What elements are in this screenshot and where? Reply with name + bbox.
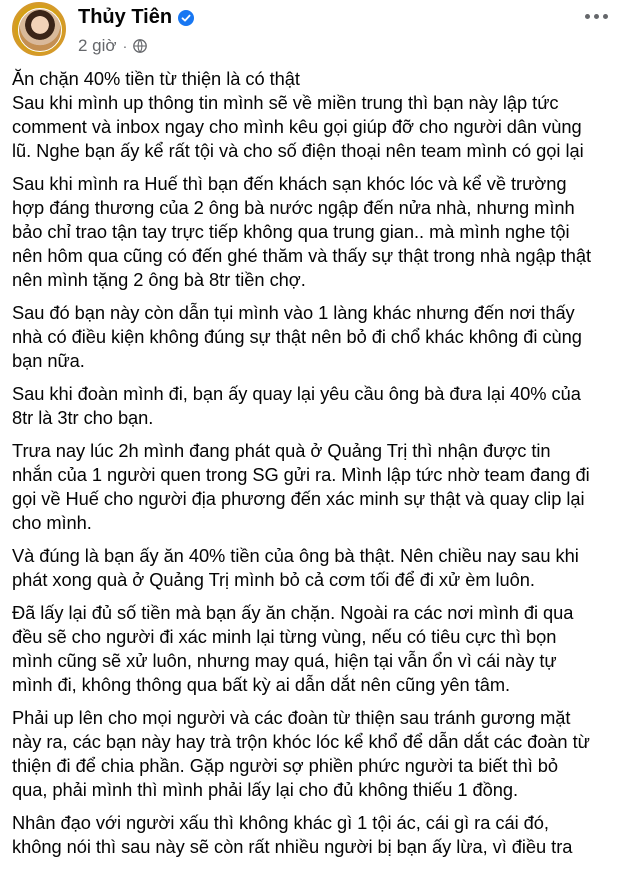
post-text-line: nên hôm qua cũng có đến ghé thăm và thấy sự thật trong nhà ngập thật — [12, 245, 592, 266]
post-text-line: thiện đi để chia phần. Gặp người sợ phiền phức người ta biết thì bỏ — [12, 755, 558, 776]
post-paragraph — [12, 67, 612, 163]
post-text-line: qua, phải mình thì mình phải lấy lại cho đủ không thiếu 1 đồng. — [12, 779, 519, 800]
more-options-icon — [594, 14, 599, 19]
post-text-line: cho mình. — [12, 512, 92, 533]
post-paragraph — [12, 382, 612, 430]
post-text-line: hợp đáng thương của 2 ông bà nước ngập đến nửa nhà, nhưng mình — [12, 197, 575, 218]
meta-separator: · — [122, 38, 128, 54]
post-text-line: Sau khi mình up thông tin mình sẽ về miền trung thì bạn này lập tức — [12, 92, 559, 113]
post-text-line: mình đi, không thông qua bất kỳ ai dẫn dắt nên cũng yên tâm. — [12, 674, 511, 695]
post-text-line: Sau đó bạn này còn dẫn tụi mình vào 1 làng khác nhưng đến nơi thấy — [12, 302, 575, 323]
post-paragraph — [12, 439, 612, 535]
post-paragraph — [12, 301, 612, 373]
post-text-line: nhắn của 1 người quen trong SG gửi ra. Mình lập tức nhờ team đang đi — [12, 464, 590, 485]
more-options-button[interactable] — [580, 4, 612, 28]
post-text-line: mình cũng sẽ xử luôn, nhưng may quá, hiện tại vẫn ổn vì cái này tự — [12, 650, 557, 671]
post-paragraph — [12, 811, 612, 859]
post-text-line: Phải up lên cho mọi người và các đoàn từ thiện sau tránh gương mặt — [12, 707, 571, 728]
post-paragraph — [12, 544, 612, 592]
verified-badge-icon — [178, 10, 194, 26]
post-text-line: phát xong quà ở Quảng Trị mình bỏ cả cơm tối để đi xử èm luôn. — [12, 569, 535, 590]
avatar-photo — [18, 8, 62, 52]
author-name[interactable]: Thủy Tiên — [78, 6, 173, 28]
post-text-line: nên mình tặng 2 ông bà 8tr tiền chợ. — [12, 269, 306, 290]
post-text-line: đều sẽ cho người đi xác minh lại từng vùng, nếu có tiêu cực thì bọn — [12, 626, 557, 647]
post-text-line: Đã lấy lại đủ số tiền mà bạn ấy ăn chặn. Ngoài ra các nơi mình đi qua — [12, 602, 574, 623]
post-text-line: Trưa nay lúc 2h mình đang phát quà ở Quảng Trị thì nhận được tin — [12, 440, 551, 461]
post-body — [12, 67, 612, 868]
post-text-line: gọi về Huế cho người địa phương đến xác minh sự thật và quay clip lại — [12, 488, 585, 509]
post-paragraph — [12, 706, 612, 802]
post-text-line: Sau khi mình ra Huế thì bạn đến khách sạn khóc lóc và kể về trường — [12, 173, 567, 194]
post-paragraph — [12, 172, 612, 292]
post-text-line: không nói thì sau này sẽ còn rất nhiều người bị bạn ấy lừa, vì điều tra — [12, 836, 573, 857]
more-options-icon — [603, 14, 608, 19]
post-text-line: Ăn chặn 40% tiền từ thiện là có thật — [12, 68, 300, 89]
post-paragraph — [12, 601, 612, 697]
author-row — [78, 6, 194, 29]
author-avatar[interactable] — [12, 2, 66, 56]
post-text-line: bạn nữa. — [12, 350, 85, 371]
post-text-line: nhà có điều kiện không đúng sự thật nên bỏ đi chổ khác không đi cùng — [12, 326, 582, 347]
post-text-line: Và đúng là bạn ấy ăn 40% tiền của ông bà thật. Nên chiều nay sau khi — [12, 545, 579, 566]
post-text-line: lũ. Nghe bạn ấy kể rất tội và cho số điện thoại nên team mình có gọi lại — [12, 140, 584, 161]
globe-icon[interactable] — [133, 39, 147, 53]
post-text-line: này ra, các bạn này hay trà trộn khóc lóc kể khổ để dẫn dắt các đoàn từ — [12, 731, 590, 752]
post-text-line: Nhân đạo với người xấu thì không khác gì 1 tội ác, cái gì ra cái đó, — [12, 812, 549, 833]
more-options-icon — [585, 14, 590, 19]
post-meta — [78, 36, 147, 56]
post-text-line: bảo chỉ trao tận tay trực tiếp không qua trung gian.. mà mình nghe tội — [12, 221, 570, 242]
post-text-line: Sau khi đoàn mình đi, bạn ấy quay lại yêu cầu ông bà đưa lại 40% của — [12, 383, 581, 404]
post-text-line: comment và inbox ngay cho mình kêu gọi giúp đỡ cho người dân vùng — [12, 116, 582, 137]
post-text-line: 8tr là 3tr cho bạn. — [12, 407, 154, 428]
post-time[interactable]: 2 giờ — [78, 36, 117, 55]
post-header — [12, 2, 612, 62]
